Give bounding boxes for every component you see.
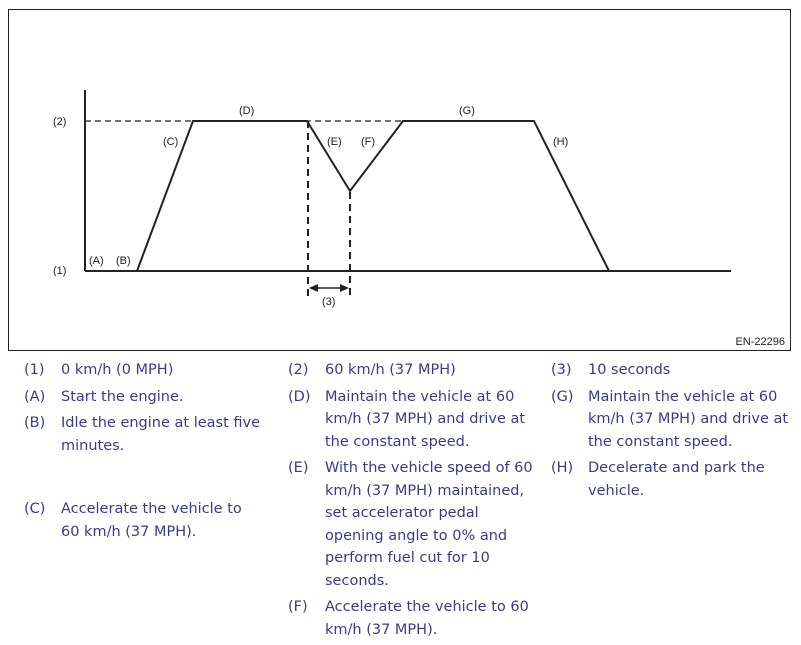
speed-profile-diagram	[9, 10, 792, 352]
interval-arrow-left	[309, 284, 318, 292]
legend-item	[551, 359, 796, 382]
legend-key: (F)	[288, 599, 308, 615]
legend-text: 60 km/h (37 MPH)	[325, 362, 456, 378]
legend-text: Decelerate and park the vehicle.	[588, 460, 765, 499]
legend-item	[288, 386, 538, 454]
legend-key: (3)	[551, 362, 572, 378]
legend-key: (A)	[24, 388, 46, 405]
legend-text: Start the engine.	[61, 388, 184, 405]
legend-key: (B)	[24, 415, 46, 431]
legend-text: Accelerate the vehicle to 60 km/h (37 MPH).	[325, 599, 529, 638]
label-interval: (3)	[322, 296, 336, 308]
legend-item	[288, 359, 538, 382]
legend-item	[288, 596, 538, 641]
legend-item	[24, 386, 264, 409]
legend-key: (G)	[551, 388, 574, 405]
legend-column-1	[24, 359, 264, 547]
label-d: (D)	[239, 105, 255, 117]
legend-key: (H)	[551, 460, 574, 476]
label-e: (E)	[327, 136, 342, 148]
legend-item	[288, 457, 538, 592]
legend-text: Maintain the vehicle at 60 km/h (37 MPH) and drive at the constant speed.	[325, 388, 526, 450]
legend-item	[551, 457, 796, 502]
label-h: (H)	[553, 136, 569, 148]
legend-item	[24, 498, 264, 543]
legend-text: 0 km/h (0 MPH)	[61, 362, 174, 378]
speed-profile-figure	[8, 9, 791, 351]
interval-arrow-right	[340, 284, 349, 292]
figure-id: EN-22296	[735, 336, 785, 348]
y-label-top: (2)	[53, 116, 67, 128]
y-label-bottom: (1)	[53, 265, 67, 277]
legend-key: (E)	[288, 460, 309, 476]
legend-item	[24, 359, 264, 382]
legend-key: (1)	[24, 362, 45, 378]
legend-item	[24, 412, 264, 457]
legend-column-2	[288, 359, 538, 645]
legend-text: With the vehicle speed of 60 km/h (37 MPH) maintained, set accelerator pedal opening angle to 0% and perform fuel cut for 10 seconds.	[325, 460, 533, 589]
legend-key: (D)	[288, 388, 311, 405]
legend	[0, 359, 801, 638]
legend-key: (2)	[288, 362, 309, 378]
legend-text: 10 seconds	[588, 362, 671, 378]
legend-text: Idle the engine at least five minutes.	[61, 415, 261, 454]
legend-item	[551, 386, 796, 454]
label-g: (G)	[459, 105, 475, 117]
legend-column-3	[551, 359, 796, 506]
label-f: (F)	[361, 136, 376, 148]
label-b: (B)	[116, 255, 131, 267]
legend-text: Maintain the vehicle at 60 km/h (37 MPH) and drive at the constant speed.	[588, 388, 789, 450]
label-a: (A)	[89, 255, 104, 267]
label-c: (C)	[163, 136, 179, 148]
legend-key: (C)	[24, 501, 46, 517]
legend-text: Accelerate the vehicle to 60 km/h (37 MPH).	[61, 501, 242, 540]
